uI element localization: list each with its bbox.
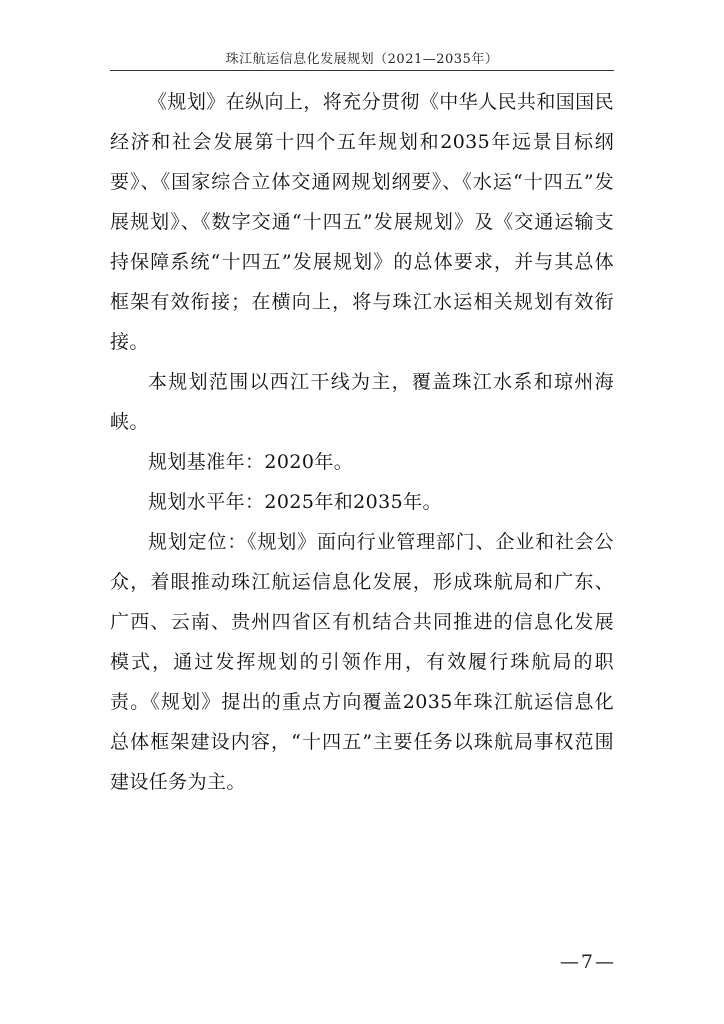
- running-header: 珠江航运信息化发展规划（2021—2035年）: [225, 52, 499, 67]
- paragraph-alignment: 《规划》在纵向上，将充分贯彻《中华人民共和国国民经济和社会发展第十四个五年规划和2035年远景目标纲要》、《国家综合立体交通网规划纲要》、《水运“十四五”发展规划》、《数字交通“十四五”发展规划》及《交通运输支持保障系统“十四五”发展规划》的总体要求，并与其总体框架有效衔接；在横向上，将与珠江水运相关规划有效衔接。: [110, 91, 614, 353]
- paragraph-scope: 本规划范围以西江干线为主，覆盖珠江水系和琼州海峡。: [110, 371, 614, 433]
- body-text: [110, 82, 614, 802]
- paragraph-base-year: 规划基准年：2020年。: [148, 451, 354, 473]
- paragraph-target-years: 规划水平年：2025年和2035年。: [148, 491, 442, 513]
- header-rule: [110, 70, 614, 71]
- paragraph-positioning: 规划定位：《规划》面向行业管理部门、企业和社会公众，着眼推动珠江航运信息化发展，形成珠航局和广东、广西、云南、贵州四省区有机结合共同推进的信息化发展模式，通过发挥规划的引领作用，有效履行珠航局的职责。《规划》提出的重点方向覆盖2035年珠江航运信息化总体框架建设内容，“十四五”主要任务以珠航局事权范围建设任务为主。: [110, 531, 614, 793]
- page-number: —7—: [559, 951, 616, 973]
